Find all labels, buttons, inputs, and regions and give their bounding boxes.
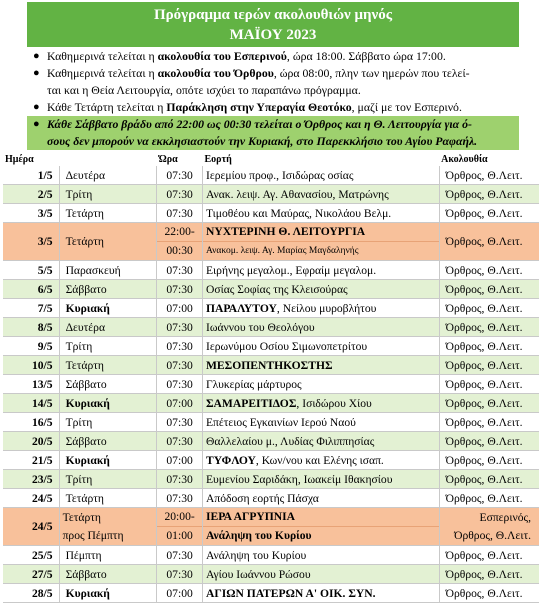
table-row: 6/5 Σάββατο 07:30 Οσίας Σοφίας της Κλεισούρας Όρθρος, Θ.Λειτ. (3, 280, 539, 299)
table-row: 10/5 Τετάρτη 07:30 ΜΕΣΟΠΕΝΤΗΚΟΣΤΗΣ Όρθρος, Θ.Λειτ. (3, 356, 539, 375)
table-row: 5/5 Παρασκευή 07:30 Ειρήνης μεγαλομ., Εφραίμ μεγαλομ. Όρθρος, Θ.Λειτ. (3, 261, 539, 280)
table-row: 25/5 Πέμπτη 07:30 Ανάληψη του Κυρίου Όρθρος, Θ.Λειτ. (3, 546, 539, 565)
header-day (59, 152, 157, 166)
note-vespers: ● Καθημερινά τελείται η ακολουθία του Εσπερινού, ώρα 18:00. Σάββατο ώρα 17:00. (33, 49, 446, 63)
note-saturday-night: ● Κάθε Σάββατο βράδυ από 22:00 ως 00:30 τελείται ο Όρθρος και η Θ. Λειτουργία για ό- σους δεν μπορούν να εκκλησιαστούν την Κυριακή, στο Παρεκκλήσιο του Αγίου Ραφαήλ. (27, 116, 519, 150)
header-time: Ώρα (158, 153, 178, 165)
schedule-header (27, 2, 519, 47)
table-header-row (3, 152, 539, 166)
table-row: 2/5 Τρίτη 07:30 Ανακ. λειψ. Αγ. Αθανασίου, Ματρώνης Όρθρος, Θ.Λειτ. (3, 185, 539, 204)
schedule-month: ΜΑΪΟΥ 2023 (229, 27, 317, 43)
table-row: 27/5 Σάββατο 07:30 Αγίου Ιωάννου Ρώσου Όρθρος, Θ.Λειτ. (3, 565, 539, 584)
table-row-vigil: 24/5 Τετάρτη προς Πέμπτη 20:00- 01:00 ΙΕΡΑ ΑΓΡΥΠΝΙΑ Ανάληψη του Κυρίου Εσπερινός, Όρθρος, Θ.Λειτ. (3, 508, 539, 546)
note-orthros: ● Καθημερινά τελείται η ακολουθία του Όρθρου, ώρα 08:00, πλην των ημερών που τελεί- ται και η Θεία Λειτουργία, οπότε ισχύει το παραπάνω πρόγραμμα. (33, 66, 470, 97)
table-row: 7/5 Κυριακή 07:00 ΠΑΡΑΛΥΤΟΥ, Νείλου μυροβλήτου Όρθρος, Θ.Λειτ. (3, 299, 539, 318)
note-paraklesis: ● Κάθε Τετάρτη τελείται η Παράκληση στην Υπεραγία Θεοτόκο, μαζί με τον Εσπερινό. (33, 100, 462, 114)
header-service: Ακολουθία (441, 153, 488, 165)
notes-list (27, 48, 519, 150)
table-row: 14/5 Κυριακή 07:00 ΣΑΜΑΡΕΙΤΙΔΟΣ, Ισιδώρου Χίου Όρθρος, Θ.Λειτ. (3, 394, 539, 413)
table-row: 9/5 Τρίτη 07:30 Ιερωνύμου Οσίου Σιμωνοπετρίτου Όρθρος, Θ.Λειτ. (3, 337, 539, 356)
table-row: 21/5 Κυριακή 07:00 ΤΥΦΛΟΥ, Κων/νου και Ελένης ισαπ. Όρθρος, Θ.Λειτ. (3, 451, 539, 470)
schedule-table (3, 152, 539, 603)
header-date: Ημέρα (5, 153, 34, 165)
table-row-night-liturgy: 3/5 Τετάρτη 22:00- 00:30 ΝΥΧΤΕΡΙΝΗ Θ. ΛΕΙΤΟΥΡΓΙΑ Ανακομ. λειψ. Αγ. Μαρίας Μαγδαληνής Όρθρος, Θ.Λειτ. (3, 223, 539, 261)
bullet-icon: ● (33, 67, 40, 79)
schedule-title: Πρόγραμμα ιερών ακολουθιών μηνός (153, 7, 393, 23)
table-row: 23/5 Τρίτη 07:30 Ευμενίου Σαριδάκη, Ιωακείμ Ιθακησίου Όρθρος, Θ.Λειτ. (3, 470, 539, 489)
table-row: 8/5 Δευτέρα 07:30 Ιωάννου του Θεολόγου Όρθρος, Θ.Λειτ. (3, 318, 539, 337)
table-row: 28/5 Κυριακή 07:00 ΑΓΙΩΝ ΠΑΤΕΡΩΝ Α' ΟΙΚ. ΣΥΝ. Όρθρος, Θ.Λειτ. (3, 584, 539, 603)
table-row: 20/5 Σάββατο 07:30 Θαλλελαίου μ., Λυδίας Φιλιππησίας Όρθρος, Θ.Λειτ. (3, 432, 539, 451)
header-event: Εορτή (204, 153, 232, 165)
bullet-icon: ● (33, 50, 40, 62)
bullet-icon: ● (33, 101, 40, 113)
table-row: 24/5 Τετάρτη 07:30 Απόδοση εορτής Πάσχα Όρθρος, Θ.Λειτ. (3, 489, 539, 508)
bullet-icon: ● (33, 118, 40, 130)
table-row: 13/5 Σάββατο 07:30 Γλυκερίας μάρτυρος Όρθρος, Θ.Λειτ. (3, 375, 539, 394)
table-row: 16/5 Τρίτη 07:30 Επέτειος Εγκαινίων Ιερού Ναού Όρθρος, Θ.Λειτ. (3, 413, 539, 432)
table-row: 3/5 Τετάρτη 07:30 Τιμοθέου και Μαύρας, Νικολάου Βελμ. Όρθρος, Θ.Λειτ. (3, 204, 539, 223)
table-row: 1/5 Δευτέρα 07:30 Ιερεμίου προφ., Ισιδώρας οσίας Όρθρος, Θ.Λειτ. (3, 166, 539, 185)
